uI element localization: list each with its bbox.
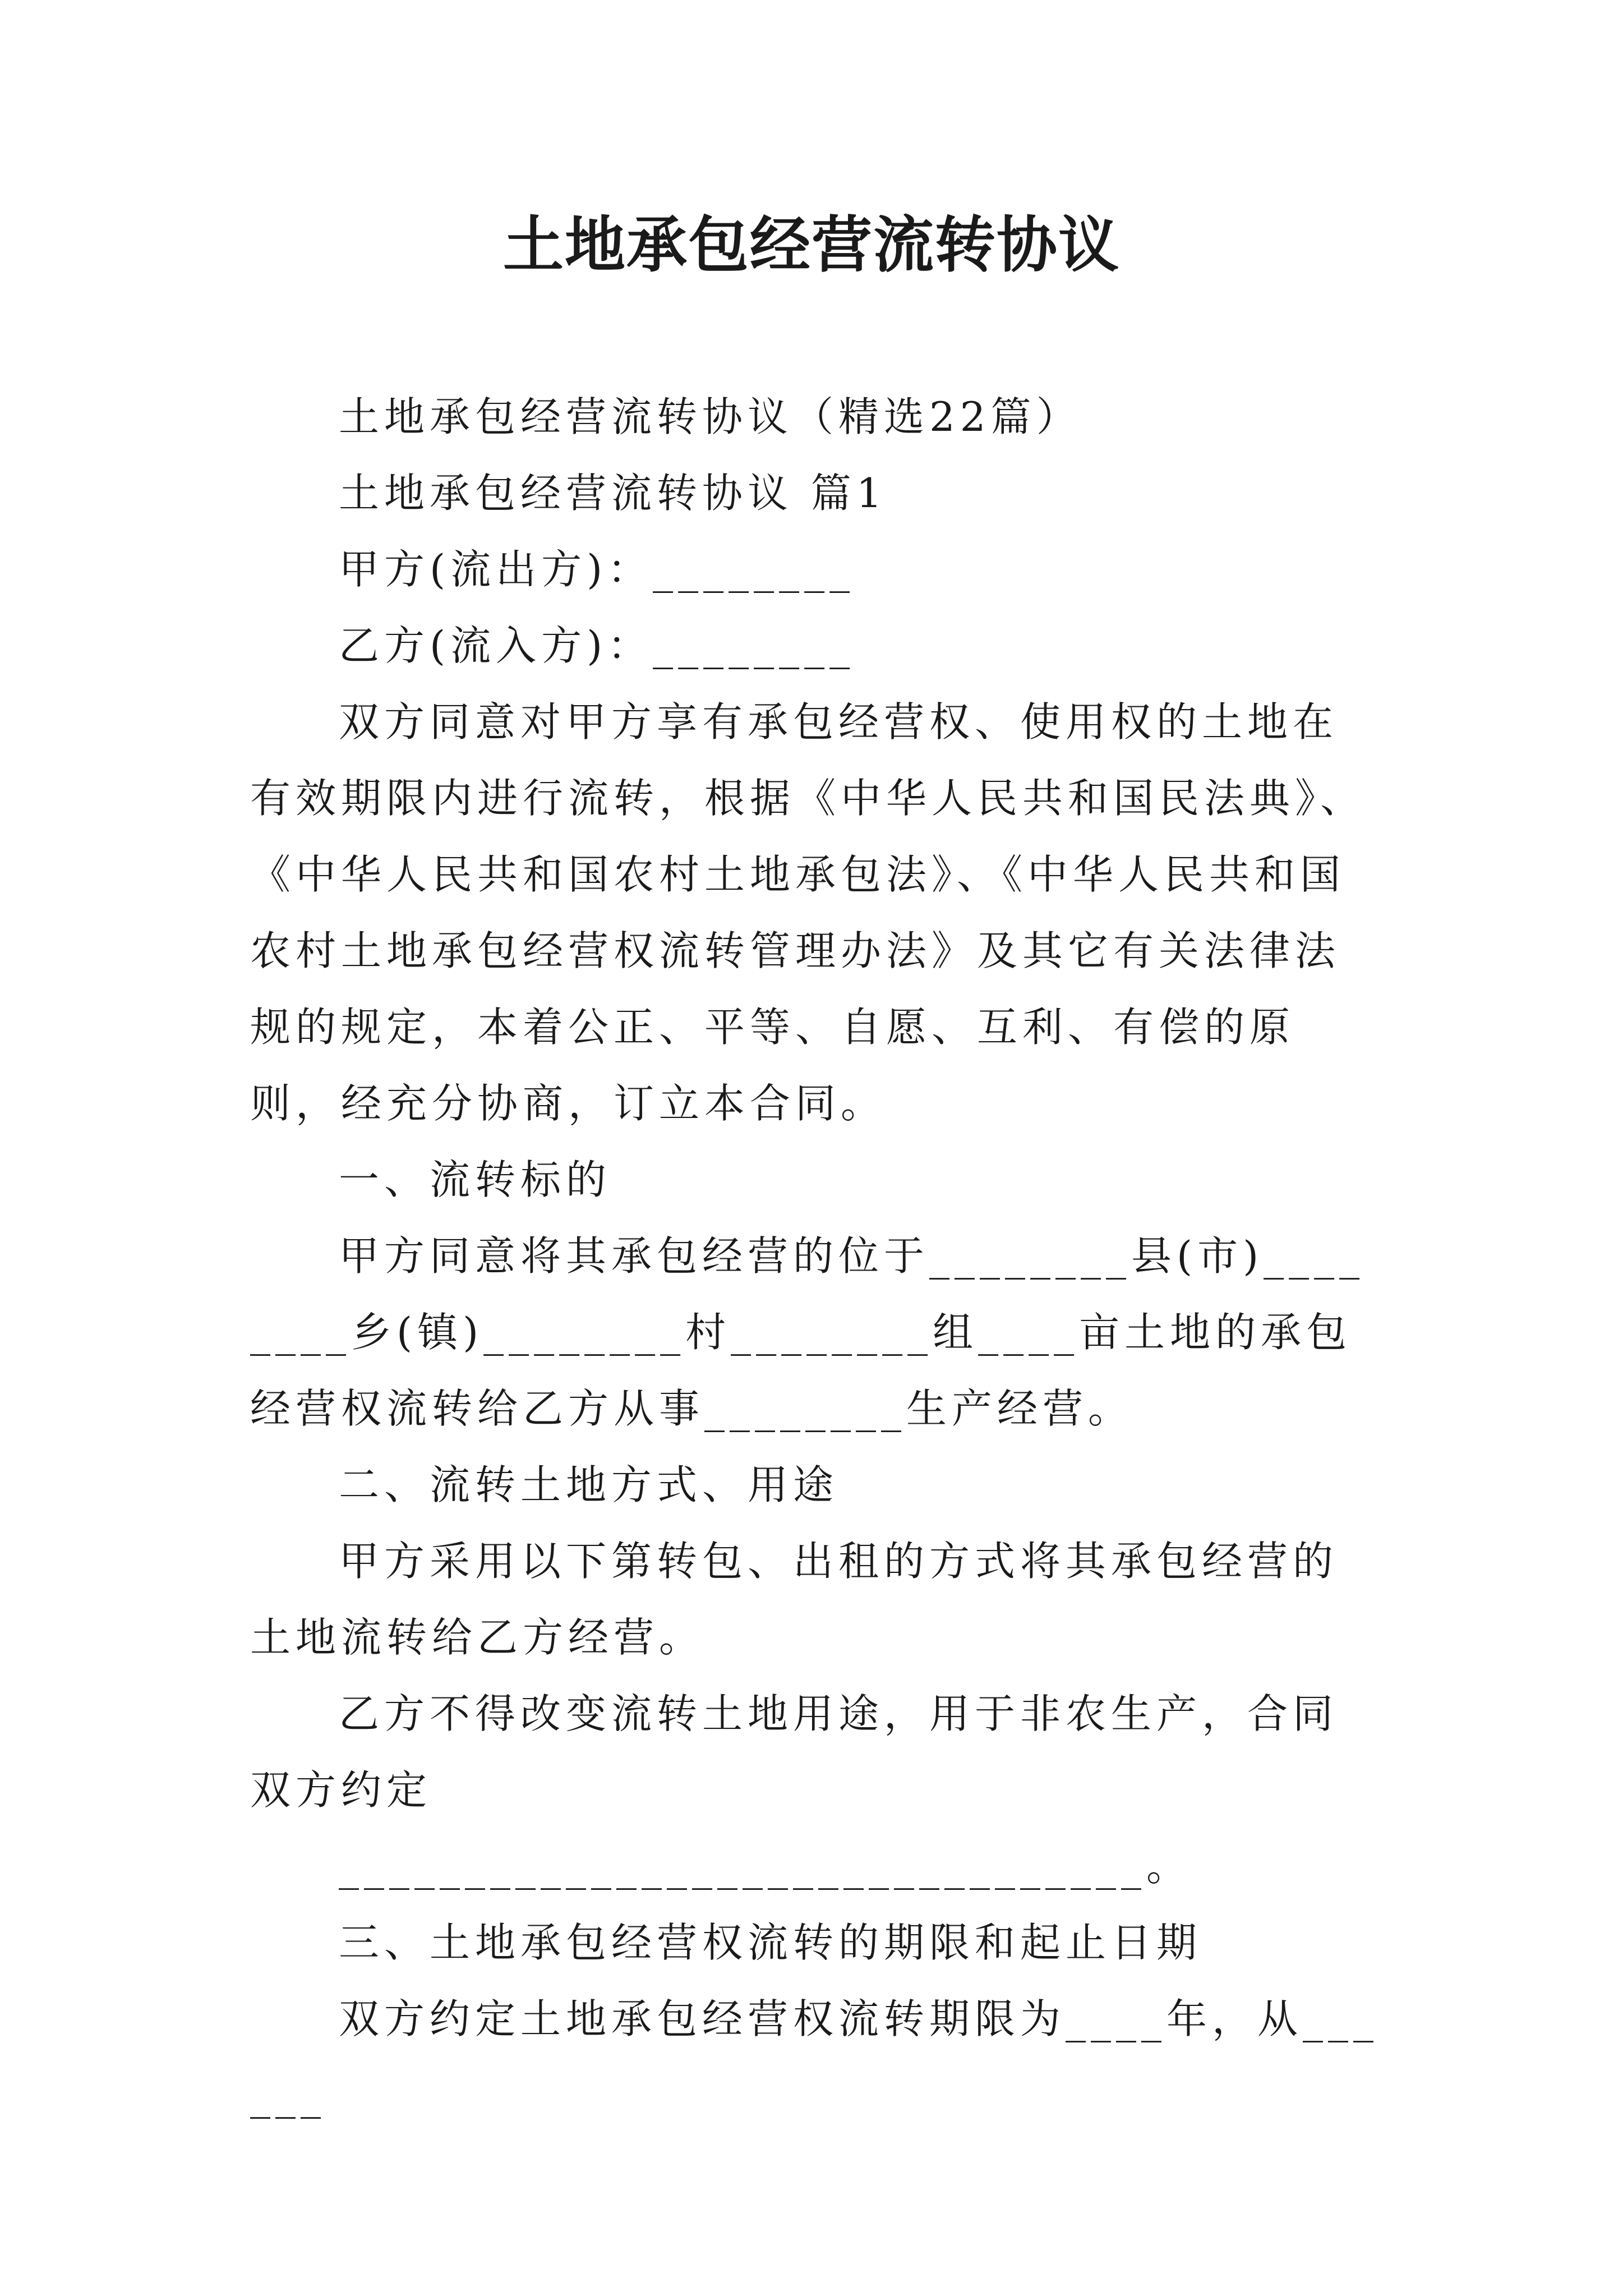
section-heading-1: 一、流转标的 bbox=[339, 1156, 612, 1203]
paragraph-party-b: 乙方(流入方)：________ bbox=[339, 622, 855, 669]
document-body bbox=[250, 379, 1380, 2133]
section-heading-2: 二、流转土地方式、用途 bbox=[339, 1461, 839, 1508]
paragraph-method: 甲方采用以下第转包、出租的方式将其承包经营的土地流转给乙方经营。 bbox=[250, 1538, 1339, 1661]
paragraph-party-a: 甲方(流出方)：________ bbox=[339, 546, 855, 593]
paragraph-subtitle: 土地承包经营流转协议（精选22篇） bbox=[339, 393, 1082, 440]
paragraph-preamble: 双方同意对甲方享有承包经营权、使用权的土地在有效期限内进行流转，根据《中华人民共和国民法典》、《中华人民共和国农村土地承包法》、《中华人民共和国农村土地承包经营权流转管理办法》及其它有关法律法规的规定，本着公正、平等、自愿、互利、有偿的原则，经充分协商，订立本合同。 bbox=[250, 698, 1366, 1127]
document-title: 土地承包经营流转协议 bbox=[502, 210, 1120, 280]
paragraph-subject: 甲方同意将其承包经营的位于________县(市)________乡(镇)________村________组____亩土地的承包经营权流转给乙方从事________生产经营。 bbox=[250, 1232, 1365, 1432]
section-heading-3: 三、土地承包经营权流转的期限和起止日期 bbox=[339, 1919, 1202, 1966]
paragraph-chapter-heading: 土地承包经营流转协议 篇1 bbox=[339, 470, 887, 517]
paragraph-usage: 乙方不得改变流转土地用途，用于非农生产，合同双方约定 bbox=[250, 1690, 1339, 1814]
paragraph-blank-line: ________________________________。 bbox=[339, 1843, 1192, 1890]
paragraph-term: 双方约定土地承包经营权流转期限为____年，从______ bbox=[250, 1995, 1379, 2119]
